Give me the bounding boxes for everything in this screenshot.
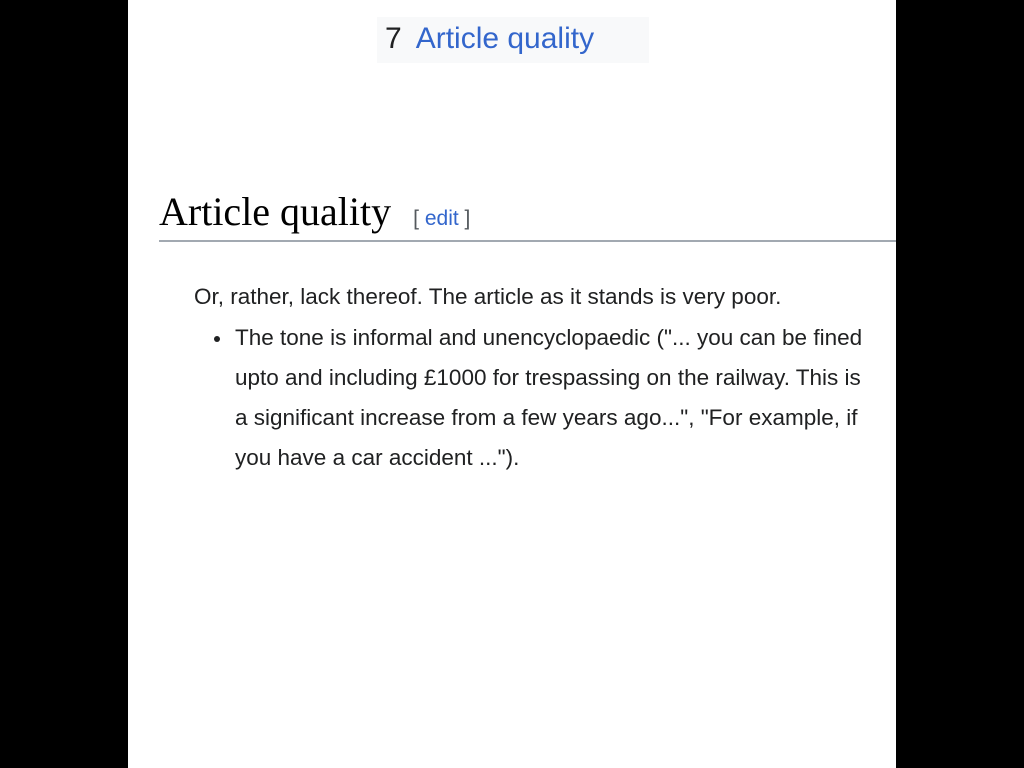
section-heading [159, 188, 896, 242]
edit-section [413, 207, 470, 230]
section-title: Article quality [159, 189, 392, 234]
toc-number: 7 [385, 22, 402, 55]
toc-entry[interactable] [377, 17, 649, 63]
list-item [235, 318, 875, 478]
list-item-text: The tone is informal and unencyclopaedic ("... you can be fined upto and including £1000 for trespassing on the railway. This is a significant increase from a few years ago...", "For example, if you have a car accident ..."). [235, 325, 863, 470]
bullet-icon [214, 336, 220, 342]
edit-bracket-close: ] [464, 207, 471, 230]
edit-link[interactable]: edit [424, 207, 459, 230]
article-page [128, 0, 896, 768]
edit-bracket-open: [ [413, 207, 419, 230]
section-content [194, 278, 884, 478]
intro-paragraph: Or, rather, lack thereof. The article as it stands is very poor. [194, 284, 782, 309]
toc-link-article-quality[interactable]: Article quality [415, 22, 595, 55]
bullet-list [194, 318, 875, 478]
